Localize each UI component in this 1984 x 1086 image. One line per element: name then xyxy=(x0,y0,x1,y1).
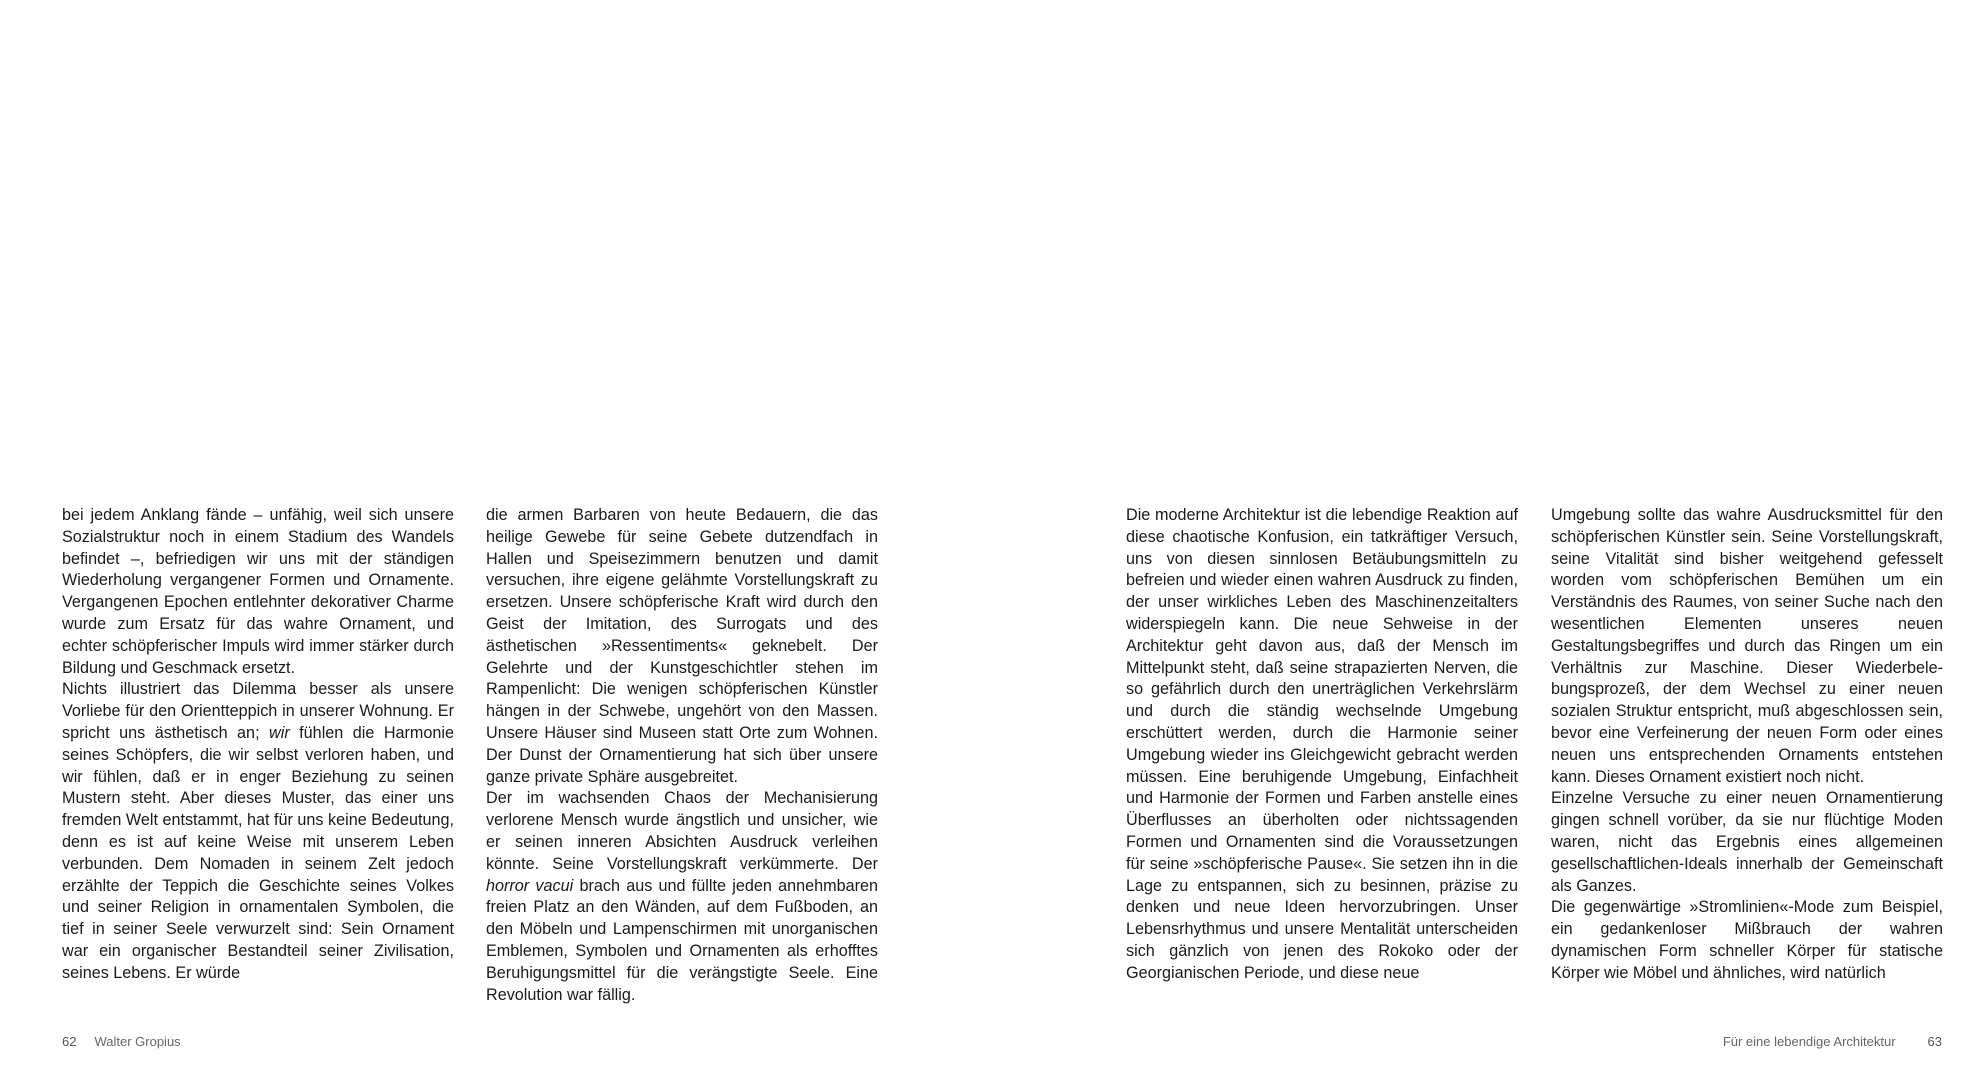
paragraph: Umgebung sollte das wahre Ausdrucksmittel für den schöpferischen Künstler sein. Seine Vorstellungskraft, seine Vitalität sind bisher weitgehend gefesselt worden vom schöpferischen Bemühen um ein Verständnis des Raumes, von seiner Suche nach den wesentlichen Elementen unseres neuen Gestaltungsbegriffes und durch das Ringen um ein Verhältnis zur Maschine. Dieser Wiederbelebungsprozeß, der dem Wechsel zu einer neuen sozialen Struktur entspricht, muß abgeschlossen sein, bevor eine Verfeinerung der neuen Form oder eines neuen uns entsprechenden Ornaments entstehen kann. Dieses Ornament existiert noch nicht. xyxy=(1551,506,1943,786)
paragraph: Der im wachsenden Chaos der Mechanisierung verlorene Mensch wurde ängstlich und unsicher, wie er seinen inneren Absichten Ausdruck verleihen könnte. Seine Vorstellungskraft verkümmerte. Der horror vacui brach aus und füllte jeden annehmbaren freien Platz an den Wänden, auf dem Fußboden, an den Möbeln und Lampenschirmen mit unorganischen Emblemen, Symbolen und Ornamenten als erhofftes Beruhigungsmittel für die verängstigte Seele. Eine Revolution war fällig. xyxy=(486,789,878,1004)
paragraph: Einzelne Versuche zu einer neuen Ornamentierung gingen schnell vorüber, da sie nur flüchtige Moden waren, nicht das Ergebnis eines allgemeinen gesellschaftlichen-Ideals innerhalb der Gemeinschaft als Ganzes. xyxy=(1551,789,1943,895)
paragraph: Die moderne Architektur ist die lebendige Reaktion auf diese chaotische Konfusion, ein tatkräftiger Versuch, uns von diesen sinnlosen Betäubungsmitteln zu befreien und wieder einen wahren Ausdruck zu finden, der unser wirkliches Leben des Maschinenzeitalters widerspiegeln kann. Die neue Sehweise in der Architektur geht davon aus, daß der Mensch im Mittelpunkt steht, daß seine strapazierten Nerven, die so gefährlich durch den unerträglichen Verkehrslärm und durch die ständig wechselnde Umgebung erschüttert werden, durch die Harmonie seiner Umgebung wieder ins Gleichgewicht gebracht werden müssen. Eine beruhigende Umgebung, Einfachheit und Harmonie der Formen und Farben anstelle eines Überflusses an überholten oder nichtssagenden Formen und Ornamenten sind die Voraussetzungen für seine »schöpferische Pause«. Sie setzen ihn in die Lage zu entspannen, sich zu besinnen, präzise zu denken und neue Ideen hervorzubringen. Unser Lebensrhythmus und unsere Mentalität unterscheiden sich gänzlich von jenen des Rokoko oder der Georgianischen Periode, und diese neue xyxy=(1126,506,1518,982)
page-number: 62 xyxy=(62,1034,77,1049)
text-column-3 xyxy=(1126,505,1518,985)
left-page-footer xyxy=(62,1034,181,1050)
paragraph: Nichts illustriert das Dilemma besser als unsere Vorliebe für den Orientteppich in unserer Wohnung. Er spricht uns ästhetisch an; wir fühlen die Harmonie seines Schöpfers, die wir selbst verloren haben, und wir fühlen, daß er in enger Beziehung zu seinen Mustern steht. Aber dieses Muster, das einer uns fremden Welt entstammt, hat für uns keine Bedeutung, denn es ist auf keine Weise mit unserem Leben verbunden. Dem Nomaden in seinem Zelt jedoch erzählte der Teppich die Geschichte seines Volkes und seiner Religion in ornamentalen Symbolen, die tief in seiner Seele verwurzelt sind: Sein Ornament war ein organischer Bestandteil seiner Zivilisation, seines Lebens. Er würde xyxy=(62,680,455,982)
text-column-4 xyxy=(1551,505,1943,985)
running-title: Für eine lebendige Architektur xyxy=(1722,1034,1896,1049)
paragraph: bei jedem Anklang fände – unfähig, weil sich unsere Sozialstruktur noch in einem Stadium des Wandels befindet –, befriedigen wir uns mit der ständigen Wiederholung vergangener Formen und Ornamente. Vergangenen Epochen entlehnter dekorativer Charme wurde zum Ersatz für das wahre Ornament, und echter schöpferischer Impuls wird immer stärker durch Bildung und Geschmack ersetzt. xyxy=(62,506,454,677)
paragraph: die armen Barbaren von heute Bedauern, die das heilige Gewebe für seine Gebete dutzendfach in Hallen und Speisezimmern benutzen und damit versuchen, ihre eigene gelähmte Vorstellungskraft zu ersetzen. Unsere schöpferische Kraft wird durch den Geist der Imitation, des Surrogats und des ästhetischen »Ressentiments« geknebelt. Der Gelehrte und der Kunstgeschichtler stehen im Rampenlicht: Die wenigen schöpferischen Künstler hängen in der Schwebe, ungehört von den Massen. Unsere Häuser sind Museen statt Orte zum Wohnen. Der Dunst der Ornamentierung hat sich über unsere ganze private Sphäre ausgebreitet. xyxy=(486,506,878,786)
running-author: Walter Gropius xyxy=(94,1034,181,1049)
paragraph: Die gegenwärtige »Stromlinien«-Mode zum Beispiel, ein gedankenloser Mißbrauch der wahren dynamischen Form schneller Körper für statische Körper wie Möbel und ähnliches, wird natürlich xyxy=(1551,898,1943,982)
text-column-1 xyxy=(62,505,454,985)
page-number: 63 xyxy=(1927,1034,1942,1049)
right-page-footer xyxy=(1723,1034,1942,1050)
text-column-2 xyxy=(486,505,878,1006)
